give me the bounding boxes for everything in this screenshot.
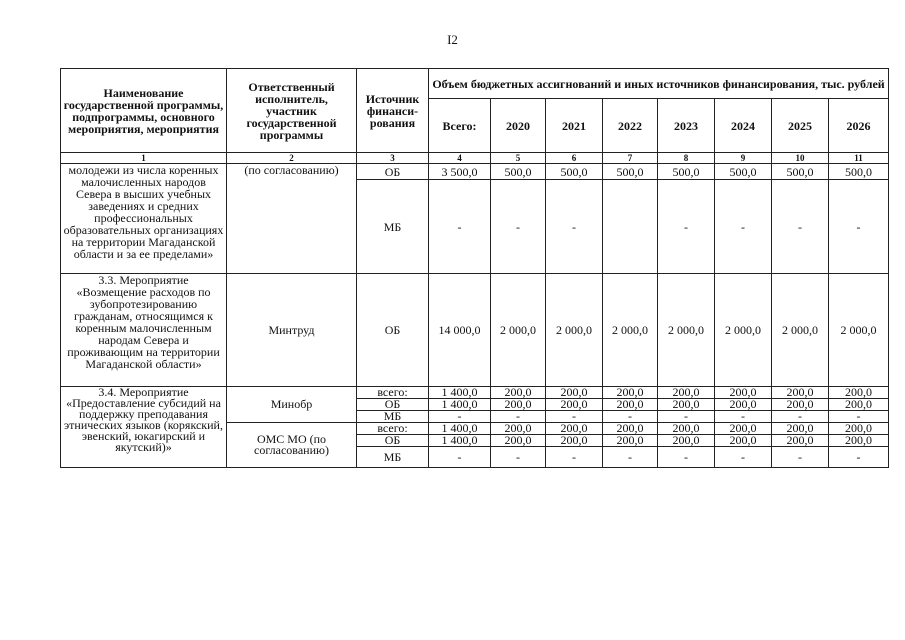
amount-cell: 500,0 (491, 164, 546, 180)
amount-cell: - (491, 447, 546, 468)
responsible-executor: Минобр (227, 387, 357, 423)
header-total: Всего: (429, 99, 491, 153)
budget-table (60, 68, 889, 468)
amount-cell: 200,0 (491, 399, 546, 411)
table-row (61, 164, 889, 180)
amount-cell: - (658, 411, 715, 423)
financing-source: ОБ (357, 435, 429, 447)
header-year: 2020 (491, 99, 546, 153)
amount-cell: 200,0 (772, 435, 829, 447)
amount-cell: 2 000,0 (772, 274, 829, 387)
amount-cell: - (829, 411, 889, 423)
amount-cell: 200,0 (772, 387, 829, 399)
financing-source: ОБ (357, 399, 429, 411)
amount-cell: - (715, 447, 772, 468)
column-number: 11 (829, 153, 889, 164)
amount-cell: - (715, 411, 772, 423)
amount-cell: 200,0 (715, 435, 772, 447)
responsible-executor: (по согласованию) (227, 164, 357, 274)
column-number: 5 (491, 153, 546, 164)
amount-cell: 500,0 (603, 164, 658, 180)
amount-cell: 200,0 (603, 399, 658, 411)
amount-cell: - (603, 411, 658, 423)
amount-total: 1 400,0 (429, 387, 491, 399)
header-volume: Объем бюджетных ассигнований и иных источников финансирования, тыс. рублей (429, 69, 889, 99)
amount-cell: 200,0 (491, 423, 546, 435)
amount-cell: 200,0 (546, 435, 603, 447)
amount-cell: 500,0 (658, 164, 715, 180)
amount-cell: - (829, 180, 889, 274)
amount-cell: - (658, 180, 715, 274)
financing-source: ОБ (357, 164, 429, 180)
amount-cell: 200,0 (546, 423, 603, 435)
amount-cell: - (491, 180, 546, 274)
amount-cell: - (546, 447, 603, 468)
amount-cell: 2 000,0 (829, 274, 889, 387)
amount-total: 1 400,0 (429, 435, 491, 447)
amount-cell: 200,0 (658, 423, 715, 435)
financing-source: всего: (357, 423, 429, 435)
amount-cell: 200,0 (491, 435, 546, 447)
amount-cell: 2 000,0 (546, 274, 603, 387)
amount-total: 3 500,0 (429, 164, 491, 180)
amount-cell: - (603, 447, 658, 468)
amount-cell: 200,0 (603, 423, 658, 435)
header-year: 2023 (658, 99, 715, 153)
amount-cell: - (772, 411, 829, 423)
amount-cell: 2 000,0 (658, 274, 715, 387)
amount-cell: 2 000,0 (715, 274, 772, 387)
amount-cell: 200,0 (829, 399, 889, 411)
amount-total: 1 400,0 (429, 423, 491, 435)
financing-source: ОБ (357, 274, 429, 387)
amount-cell: 200,0 (546, 399, 603, 411)
header-year: 2026 (829, 99, 889, 153)
amount-total: - (429, 411, 491, 423)
amount-cell: - (772, 447, 829, 468)
responsible-executor: Минтруд (227, 274, 357, 387)
amount-cell: 200,0 (772, 399, 829, 411)
amount-cell: 500,0 (772, 164, 829, 180)
amount-cell: 200,0 (715, 387, 772, 399)
header-responsible: Ответственный исполнитель, участник государственной программы (227, 69, 357, 153)
amount-cell: 200,0 (658, 399, 715, 411)
column-number: 10 (772, 153, 829, 164)
header-year: 2022 (603, 99, 658, 153)
financing-source: МБ (357, 411, 429, 423)
amount-cell: 500,0 (829, 164, 889, 180)
amount-cell: 200,0 (546, 387, 603, 399)
amount-cell: 200,0 (603, 435, 658, 447)
amount-cell: 200,0 (829, 387, 889, 399)
financing-source: МБ (357, 180, 429, 274)
header-row-top (61, 69, 889, 99)
column-number: 4 (429, 153, 491, 164)
activity-name: 3.3. Мероприятие «Возмещение расходов по зубопротезированию гражданам, относящимся к коренным малочисленным народам Севера и проживающим на территории Магаданской области» (61, 274, 227, 387)
amount-total: - (429, 180, 491, 274)
page-number: I2 (447, 32, 458, 47)
activity-name: молодежи из числа коренных малочисленных народов Севера в высших учебных заведениях и средних профессиональных образовательных организациях на территории Магаданской области и за ее пределами» (61, 164, 227, 274)
amount-cell: - (658, 447, 715, 468)
amount-cell: 500,0 (715, 164, 772, 180)
amount-cell: 200,0 (715, 423, 772, 435)
amount-cell: 200,0 (715, 399, 772, 411)
amount-cell: 200,0 (829, 423, 889, 435)
amount-cell: - (546, 180, 603, 274)
amount-cell: 200,0 (603, 387, 658, 399)
column-number: 8 (658, 153, 715, 164)
amount-total: - (429, 447, 491, 468)
financing-source: всего: (357, 387, 429, 399)
amount-cell: - (829, 447, 889, 468)
column-number: 3 (357, 153, 429, 164)
table-row (61, 274, 889, 387)
column-number: 6 (546, 153, 603, 164)
amount-cell: - (772, 180, 829, 274)
amount-cell: - (715, 180, 772, 274)
column-number: 7 (603, 153, 658, 164)
amount-cell: 200,0 (658, 435, 715, 447)
column-number: 2 (227, 153, 357, 164)
amount-cell: 200,0 (658, 387, 715, 399)
activity-name: 3.4. Мероприятие «Предоставление субсидий на поддержку преподавания этнических языков (корякский, эвенский, юкагирский и якутский)» (61, 387, 227, 468)
header-name: Наименование государственной программы, подпрограммы, основного мероприятия, мероприятия (61, 69, 227, 153)
amount-cell (603, 180, 658, 274)
responsible-executor: ОМС МО (по согласованию) (227, 423, 357, 468)
amount-cell: 500,0 (546, 164, 603, 180)
header-year: 2024 (715, 99, 772, 153)
amount-cell: 2 000,0 (603, 274, 658, 387)
column-number: 9 (715, 153, 772, 164)
amount-cell: - (491, 411, 546, 423)
amount-cell: 200,0 (772, 423, 829, 435)
column-number-row (61, 153, 889, 164)
amount-cell: 200,0 (491, 387, 546, 399)
amount-cell: 200,0 (829, 435, 889, 447)
column-number: 1 (61, 153, 227, 164)
amount-total: 14 000,0 (429, 274, 491, 387)
header-year: 2025 (772, 99, 829, 153)
amount-total: 1 400,0 (429, 399, 491, 411)
header-source: Источник финанси-рования (357, 69, 429, 153)
amount-cell: 2 000,0 (491, 274, 546, 387)
header-year: 2021 (546, 99, 603, 153)
financing-source: МБ (357, 447, 429, 468)
amount-cell: - (546, 411, 603, 423)
